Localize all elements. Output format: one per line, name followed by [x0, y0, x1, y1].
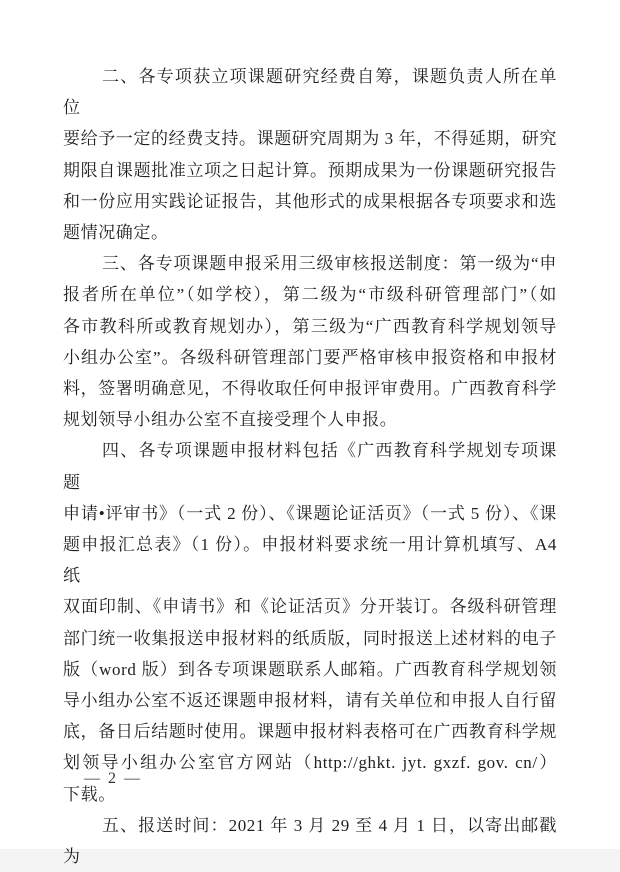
text-line: 二、各专项获立项课题研究经费自筹，课题负责人所在单位 [63, 67, 557, 118]
text-line: 五、报送时间：2021 年 3 月 29 至 4 月 1 日，以寄出邮戳为 [63, 815, 557, 867]
document-body [63, 61, 557, 872]
para-section-4 [63, 435, 557, 809]
text-line: 底，备日后结题时使用。课题申报材料表格可在广西教育科学规 [63, 722, 557, 742]
text-line: 和一份应用实践论证报告，其他形式的成果根据各专项要求和选 [63, 191, 557, 211]
text-line: 导小组办公室不返还课题申报材料，请有关单位和申报人自行留 [63, 691, 557, 711]
text-line: 部门统一收集报送申报材料的纸质版，同时报送上述材料的电子 [63, 628, 557, 648]
para-section-5 [63, 810, 557, 872]
text-line: 料，签署明确意见，不得收取任何申报评审费用。广西教育科学 [63, 379, 557, 399]
text-line: 题申报汇总表》（1 份）。申报材料要求统一用计算机填写、A4 纸 [63, 535, 557, 586]
text-line: 划领导小组办公室官方网站（http://ghkt. jyt. gxzf. gov. cn/） [63, 753, 557, 773]
text-line: 版（word 版）到各专项课题联系人邮箱。广西教育科学规划领 [63, 659, 557, 679]
para-section-3 [63, 248, 557, 435]
para-section-2 [63, 61, 557, 248]
text-line: 要给予一定的经费支持。课题研究周期为 3 年，不得延期，研究 [63, 129, 557, 149]
text-line: 规划领导小组办公室不直接受理个人申报。 [63, 410, 398, 430]
page-number: — 2 — [84, 770, 142, 787]
text-line: 题情况确定。 [63, 223, 169, 243]
text-line: 申请•评审书》（一式 2 份）、《课题论证活页》（一式 5 份）、《课 [63, 503, 557, 523]
text-line: 四、各专项课题申报材料包括《广西教育科学规划专项课题 [63, 441, 557, 492]
text-line: 小组办公室”。各级科研管理部门要严格审核申报资格和申报材 [63, 347, 557, 367]
text-line: 报者所在单位”（如学校），第二级为“市级科研管理部门”（如 [63, 285, 557, 305]
text-line: 双面印制、《申请书》和《论证活页》分开装订。各级科研管理 [63, 597, 557, 617]
text-line: 下载。 [63, 784, 116, 804]
text-line: 期限自课题批准立项之日起计算。预期成果为一份课题研究报告 [63, 160, 557, 180]
text-line: 三、各专项课题申报采用三级审核报送制度：第一级为“申 [102, 254, 557, 274]
text-line: 各市教科所或教育规划办），第三级为“广西教育科学规划领导 [63, 316, 557, 336]
